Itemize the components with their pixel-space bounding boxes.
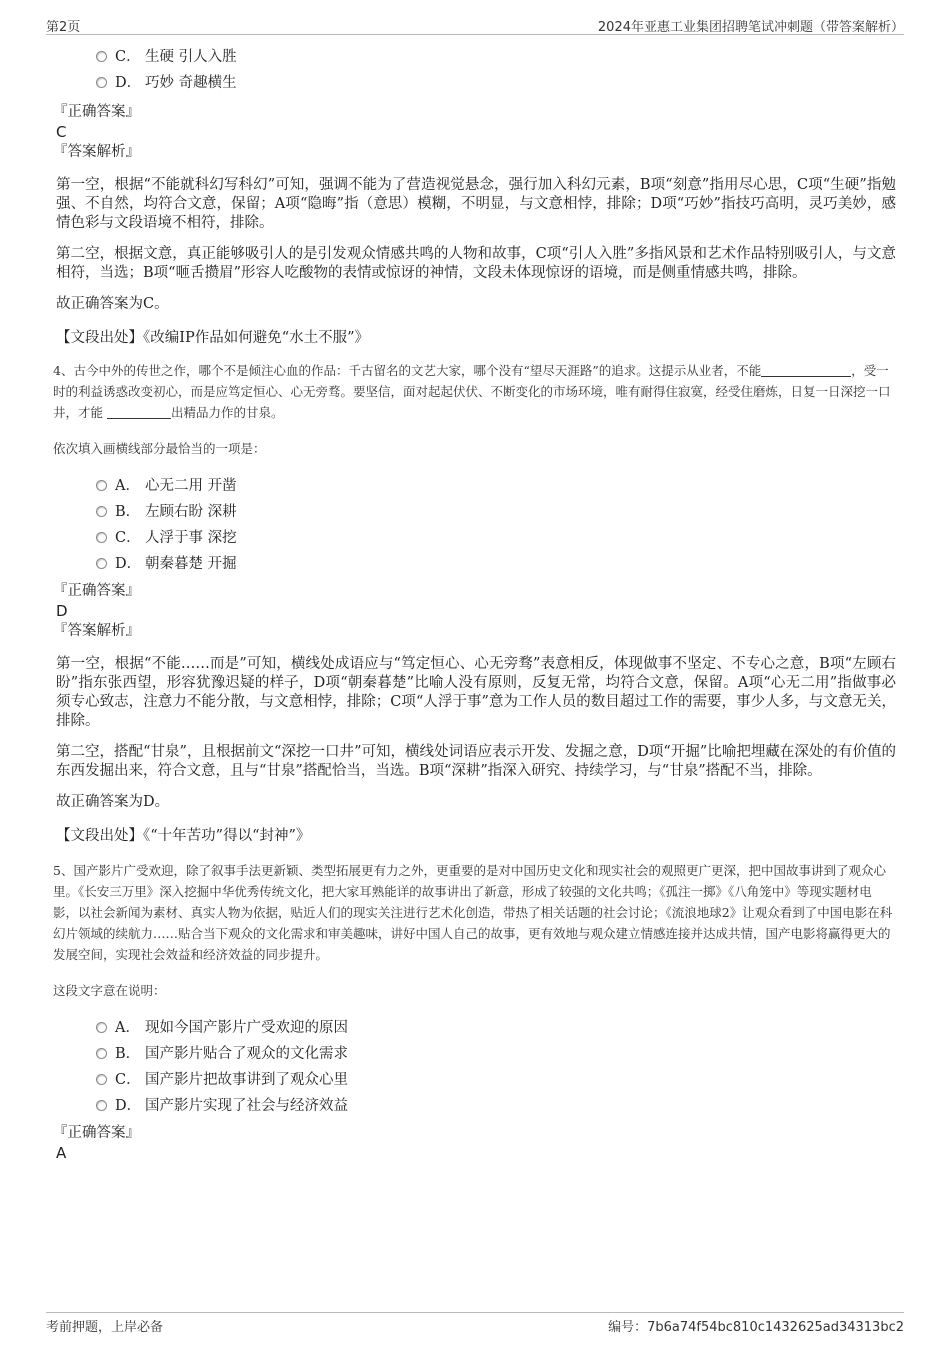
radio-icon[interactable] [96,532,107,543]
q4-analysis-1: 第一空，根据“不能……而是”可知，横线处成语应与“笃定恒心、心无旁骛”表意相反，体现做事不坚定、不专心之意，B项“左顾右盼”指东张西望，形容犹豫迟疑的样子，D项“朝秦暮楚”比喻人没有原则，反复无常，均符合文意，保留。A项“心无二用”指做事必须专心致志，注意力不能分散，与文意相悖，排除；C项“人浮于事”意为工作人员的数目超过工作的需要，事少人多，与文意无关，排除。 [56,656,897,729]
radio-icon[interactable] [96,1074,107,1085]
correct-answer-label: 『正确答案』 [53,583,140,599]
q4-source: 【文段出处】《“十年苦功”得以“封神”》 [56,828,311,844]
footer-slogan: 考前押题，上岸必备 [46,1320,164,1335]
q4-answer: D [56,602,68,620]
q5-option-b[interactable]: B． 国产影片贴合了观众的文化需求 [96,1041,896,1067]
blank-line [107,404,171,419]
radio-icon[interactable] [96,506,107,517]
page-content [53,44,897,1163]
q4-option-a[interactable]: A． 心无二用 开凿 [96,473,896,499]
page-number: 第2页 [46,20,81,35]
q4-analysis-2: 第二空，搭配“甘泉”，且根据前文“深挖一口井”可知，横线处词语应表示开发、发掘之意，D项“开掘”比喻把埋藏在深处的有价值的东西发掘出来，符合文意，且与“甘泉”搭配恰当，当选。B项“深耕”指深入研究、持续学习，与“甘泉”搭配不当，排除。 [56,744,896,779]
q4-analysis-3: 故正确答案为D。 [56,794,170,810]
radio-icon[interactable] [96,480,107,491]
radio-icon[interactable] [96,558,107,569]
analysis-label: 『答案解析』 [53,144,140,160]
q4-option-d[interactable]: D． 朝秦暮楚 开掘 [96,551,896,577]
q3-analysis-1: 第一空，根据“不能就科幻写科幻”可知，强调不能为了营造视觉悬念，强行加入科幻元素，B项“刻意”指用尽心思，C项“生硬”指勉强、不自然，均符合文意，保留；A项“隐晦”指（意思）模糊，不明显，与文意相悖，排除；D项“巧妙”指技巧高明，灵巧美妙，感情色彩与文段语境不相符，排除。 [56,177,896,231]
q4-stem: 4、古今中外的传世之作，哪个不是倾注心血的作品：千古留名的文艺大家，哪个没有“望尽天涯路”的追求。这提示从业者，不能 ，受一时的利益诱惑改变初心，而是应笃定恒心、心无旁骛。要坚信，面对起起伏伏、不断变化的市场环境，唯有耐得住寂寞，经受住磨炼，日复一日深挖一口井，才能 出精品力作的甘泉。 [53,363,891,420]
q3-analysis-3: 故正确答案为C。 [56,296,169,312]
q3-analysis-2: 第二空，根据文意，真正能够吸引人的是引发观众情感共鸣的人物和故事，C项“引人入胜”多指风景和艺术作品特别吸引人，与文意相符，当选；B项“咂舌攒眉”形容人吃酸物的表情或惊讶的神情，文段未体现惊讶的语境，而是侧重情感共鸣，排除。 [56,246,896,281]
q3-options [56,44,896,96]
q3-option-d[interactable]: D． 巧妙 奇趣横生 [96,70,896,96]
radio-icon[interactable] [96,1048,107,1059]
q3-source: 【文段出处】《改编IP作品如何避免“水土不服”》 [56,330,370,346]
q5-answer: A [56,1144,67,1162]
q3-answer: C [56,123,67,141]
q4-options [56,473,896,577]
blank-line [761,362,851,377]
q5-option-a[interactable]: A． 现如今国产影片广受欢迎的原因 [96,1015,896,1041]
radio-icon[interactable] [96,77,107,88]
q4-option-c[interactable]: C． 人浮于事 深挖 [96,525,896,551]
q5-stem: 5、国产影片广受欢迎，除了叙事手法更新颖、类型拓展更有力之外，更重要的是对中国历史文化和现实社会的观照更广更深，把中国故事讲到了观众心里。《长安三万里》深入挖掘中华优秀传统文化，把大家耳熟能详的故事讲出了新意，形成了较强的文化共鸣；《孤注一掷》《八角笼中》等现实题材电影，以社会新闻为素材、真实人物为依据，贴近人们的现实关注进行艺术化创造，带热了相关话题的社会讨论；《流浪地球2》让观众看到了中国电影在科幻片领域的续航力……贴合当下观众的文化需求和审美趣味，讲好中国人自己的故事，更有效地与观众建立情感连接并达成共情，国产电影将赢得更大的发展空间，实现社会效益和经济效益的同步提升。 [53,863,893,962]
correct-answer-label: 『正确答案』 [53,1125,140,1141]
q5-option-c[interactable]: C． 国产影片把故事讲到了观众心里 [96,1067,896,1093]
document-title: 2024年亚惠工业集团招聘笔试冲刺题（带答案解析） [597,20,904,35]
radio-icon[interactable] [96,1100,107,1111]
radio-icon[interactable] [96,1022,107,1033]
q5-prompt: 这段文字意在说明： [53,983,166,998]
document-code: 编号：7b6a74f54bc810c1432625ad34313bc2 [608,1320,904,1335]
q5-options [56,1015,896,1119]
analysis-label: 『答案解析』 [53,623,140,639]
page-footer [46,1312,904,1333]
q5-option-d[interactable]: D． 国产影片实现了社会与经济效益 [96,1093,896,1119]
q4-prompt: 依次填入画横线部分最恰当的一项是： [53,441,266,456]
radio-icon[interactable] [96,51,107,62]
q4-option-b[interactable]: B． 左顾右盼 深耕 [96,499,896,525]
page-header [46,14,904,35]
correct-answer-label: 『正确答案』 [53,104,140,120]
q3-option-c[interactable]: C． 生硬 引人入胜 [96,44,896,70]
